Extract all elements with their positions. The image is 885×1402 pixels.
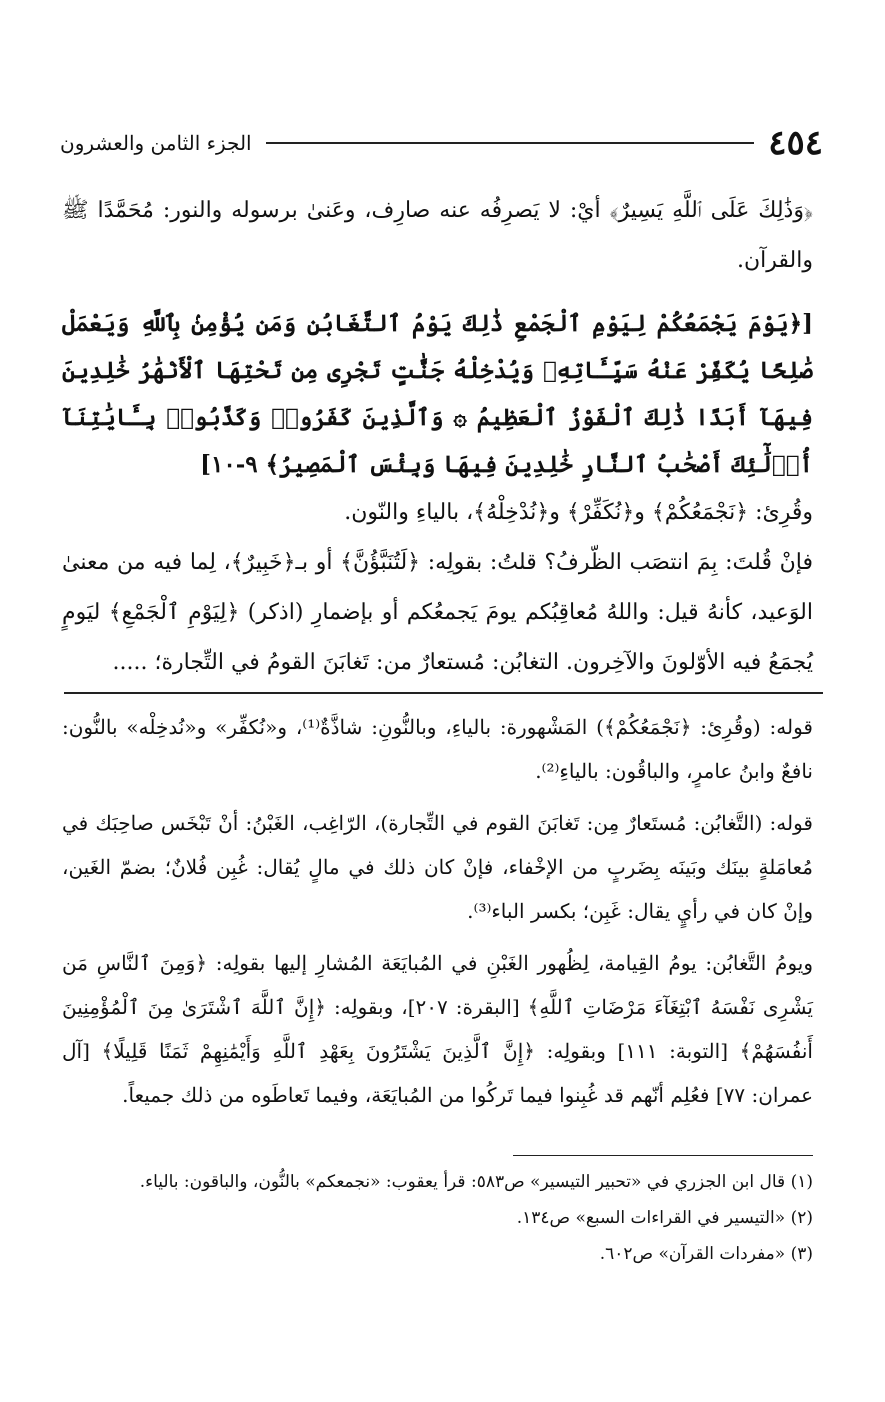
main-paragraph-1: ﴿وَذَٰلِكَ عَلَى ٱللَّهِ يَسِيرٌ﴾ أيْ: لا يَصرِفُه عنه صارِف، وعَنىٰ برسوله والنور: مُحَمَّدًا ﷺ والقرآن. — [62, 198, 813, 273]
header-rule — [266, 142, 755, 144]
commentary-section — [62, 705, 813, 1125]
page-number: ٤٥٤ — [768, 123, 823, 163]
footnote-2: (٢) «التيسير في القراءات السبع» ص١٣٤. — [516, 1208, 813, 1228]
header-title: الجزء الثامن والعشرون — [60, 131, 252, 155]
footnote-1: (١) قال ابن الجزري في «تحبير التيسير» ص٥٨٣: قرأ يعقوب: «نجمعكم» بالنُّون، والباقون: بالياء. — [139, 1172, 813, 1192]
running-header — [60, 118, 823, 168]
main-paragraph-2: وقُرِئ: ﴿نَجْمَعُكُمْ﴾ و﴿نُكَفِّرْ﴾ و﴿نُدْخِلْهُ﴾، بالياءِ والنّون. — [344, 500, 813, 525]
main-text — [62, 186, 813, 688]
footnote-3: (٣) «مفردات القرآن» ص٦٠٢. — [599, 1244, 813, 1264]
footnote-divider — [513, 1155, 813, 1156]
footnotes — [62, 1164, 813, 1272]
quran-verse-block: [﴿يَوْمَ يَجْمَعُكُمْ لِيَوْمِ ٱلْجَمْعِ ذَٰلِكَ يَوْمُ ٱلتَّغَابُنِ وَمَن يُؤْمِنۢ بِٱللَّهِ وَيَعْمَلْ صَٰلِحًا يُكَفِّرْ عَنْهُ سَيِّـَٔاتِهِۦ وَيُدْخِلْهُ جَنَّٰتٍ تَجْرِى مِن تَحْتِهَا ٱلْأَنْهَٰرُ خَٰلِدِينَ فِيهَآ أَبَدًا ذَٰلِكَ ٱلْفَوْزُ ٱلْعَظِيمُ ۞ وَٱلَّذِينَ كَفَرُوا۟ وَكَذَّبُوا۟ بِـَٔايَٰتِنَآ أُو۟لَٰٓئِكَ أَصْحَٰبُ ٱلنَّارِ خَٰلِدِينَ فِيهَا وَبِئْسَ ٱلْمَصِيرُ﴾ ٩-١٠] — [62, 310, 813, 478]
main-paragraph-3: فإنْ قُلتَ: بِمَ انتصَب الظّرفُ؟ قلتُ: بقولِه: ﴿لَتُنَبَّؤُنَّ﴾ أو بـ﴿خَبِيرٌ﴾، لِما فيه من معنىٰ الوَعيد، كأنهُ قيل: واللهُ مُعاقِبُكم يومَ يَجمعُكم أو بإضمارِ (اذكر) ﴿لِيَوْمِ ٱلْجَمْعِ﴾ ليَومٍ يُجمَعُ فيه الأوّلونَ والآخِرون. التغابُن: مُستعارٌ من: تَغابَنَ القومُ في التِّجارة؛ ..... — [62, 550, 813, 675]
commentary-paragraph-1: قوله: (وقُرِئ: ﴿نَجْمَعُكُمْ﴾) المَشْهورة: بالياءِ، وبالنُّونِ: شاذَّةٌ⁽¹⁾، و«نُكفِّر» و«نُدخِلْه» بالنُّون: نافعٌ وابنُ عامرٍ، والباقُون: بالياءِ⁽²⁾. — [62, 715, 813, 783]
section-divider — [64, 692, 823, 694]
commentary-paragraph-3: ويومُ التَّغابُن: يومُ القِيامة، لِظُهور الغَبْنِ في المُبايَعَة المُشارِ إليها بقولِه: ﴿وَمِنَ ٱلنَّاسِ مَن يَشْرِى نَفْسَهُ ٱبْتِغَآءَ مَرْضَاتِ ٱللَّهِ﴾ [البقرة: ٢٠٧]، وبقولِه: ﴿إِنَّ ٱللَّهَ ٱشْتَرَىٰ مِنَ ٱلْمُؤْمِنِينَ أَنفُسَهُمْ﴾ [التوبة: ١١١] وبقولِه: ﴿إِنَّ ٱلَّذِينَ يَشْتَرُونَ بِعَهْدِ ٱللَّهِ وَأَيْمَٰنِهِمْ ثَمَنًا قَلِيلًا﴾ [آل عمران: ٧٧] فعُلِم أنّهم قد غُبِنوا فيما تَركُوا من المُبايَعَة، وفيما تَعاطَوه من ذلك جميعاً. — [62, 951, 813, 1107]
commentary-paragraph-2: قوله: (التَّغابُن: مُستَعارٌ مِن: تَغابَنَ القوم في التِّجارة)، الرّاغِب، الغَبْنُ: أنْ تَبْخَس صاحِبَك في مُعامَلةٍ بينَك وبَينَه بِضَربٍ من الإخْفاء، فإنْ كان ذلك في مالٍ يُقال: غُبِن فُلانٌ؛ بضمّ الغَين، وإنْ كان في رأيٍ يقال: غَبِن؛ بكسر الباء⁽³⁾. — [62, 811, 813, 923]
